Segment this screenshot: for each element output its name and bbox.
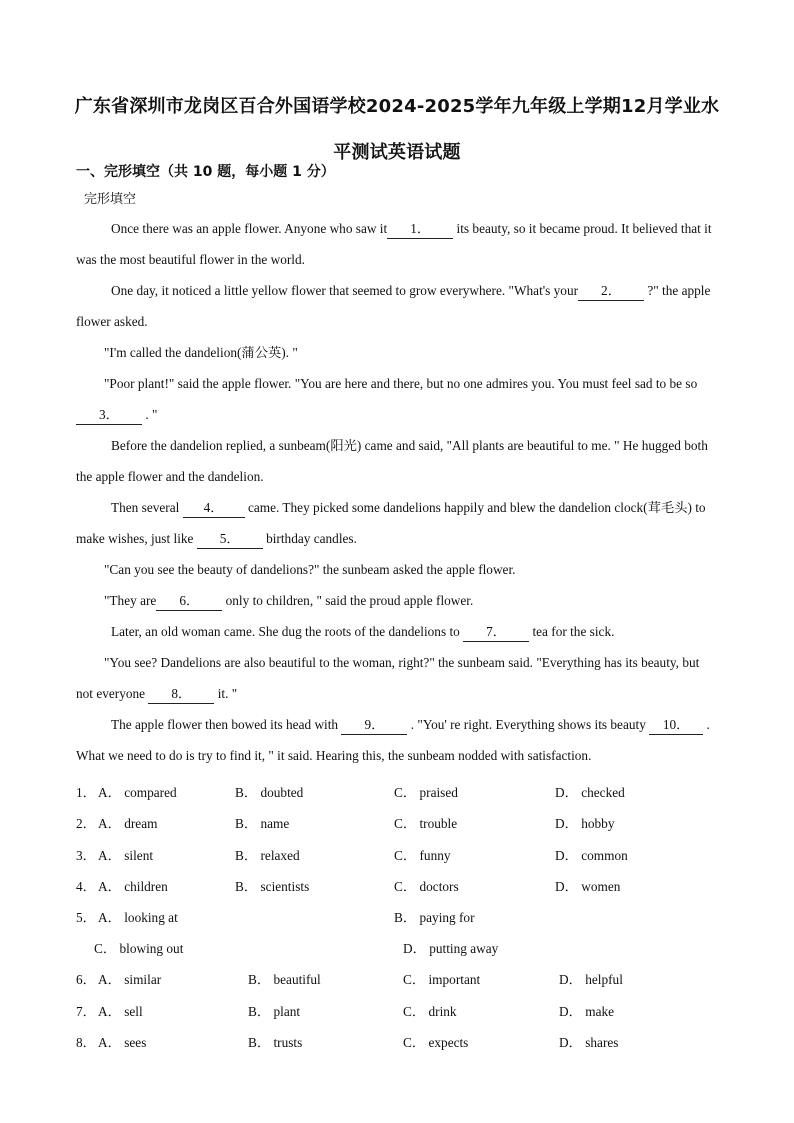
option-c[interactable]: C． praised [394,785,458,800]
text: ?" the apple flower asked. [76,283,711,329]
option-d[interactable]: D． hobby [555,816,615,831]
subheading: 完形填空 [84,192,137,207]
question-number: 4． [76,879,96,894]
question-number: 7． [76,1004,96,1019]
option-b[interactable]: B． name [235,816,290,831]
blank-4: 4． [183,499,245,518]
paragraph-10 [76,647,718,709]
option-d[interactable]: D． women [555,879,621,894]
paragraph-3: "I'm called the dandelion(蒲公英). " [104,345,298,360]
paragraph-8 [76,585,718,616]
option-a[interactable]: A． silent [98,848,154,863]
section-heading: 一、完形填空（共 10 题，每小题 1 分） [76,164,335,180]
option-d[interactable]: D． helpful [559,972,623,987]
question-number: 6． [76,972,96,987]
text: . "You' re right. Everything shows its beauty [407,717,650,732]
option-c[interactable]: C． important [403,972,481,987]
option-b[interactable]: B． plant [248,1004,301,1019]
option-a[interactable]: A． sees [98,1035,147,1050]
option-a[interactable]: A． children [98,879,168,894]
text: "They are [104,593,157,608]
text: its beauty, so it became proud. It believed that it was the most beautiful flower in the world. [76,221,712,267]
text: The apple flower then bowed its head with [111,717,342,732]
blank-6: 6． [156,592,222,611]
paragraph-1 [76,213,718,275]
text: "Poor plant!" said the apple flower. "You are here and there, but no one admires you. You must feel sad to be so [104,376,698,391]
paragraph-6 [76,492,718,554]
text: came. They picked some dandelions happily and blew the dandelion clock(茸毛头) to make wishes, just like [76,500,706,546]
option-a[interactable]: A． sell [98,1004,143,1019]
option-c[interactable]: C． expects [403,1035,469,1050]
question-number: 3． [76,848,96,863]
option-c[interactable]: C． doctors [394,879,459,894]
cloze-passage [76,213,718,771]
blank-1: 1． [387,220,453,239]
text: only to children, " said the proud apple flower. [222,593,474,608]
option-c[interactable]: C． blowing out [94,941,184,956]
paragraph-4 [76,368,718,430]
option-c[interactable]: C． trouble [394,816,458,831]
blank-10: 10． [649,716,703,735]
paragraph-5: Before the dandelion replied, a sunbeam(阳光) came and said, "All plants are beautiful to me. " He hugged both the apple flower and the dandelion. [76,438,708,484]
paragraph-7: "Can you see the beauty of dandelions?" the sunbeam asked the apple flower. [104,562,516,577]
text: birthday candles. [262,531,357,546]
option-b[interactable]: B． relaxed [235,848,300,863]
text: . What we need to do is try to find it, " it said. Hearing this, the sunbeam nodded with satisfaction. [76,717,710,763]
blank-5: 5． [197,530,263,549]
text: "You see? Dandelions are also beautiful to the woman, right?" the sunbeam said. "Everything has its beauty, but not everyone [76,655,700,701]
title-line-2: 平测试英语试题 [333,142,461,163]
option-b[interactable]: B． trusts [248,1035,303,1050]
text: Then several [111,500,183,515]
paragraph-9 [76,616,718,647]
text: it. " [214,686,238,701]
blank-3: 3． [76,406,142,425]
option-d[interactable]: D． checked [555,785,625,800]
question-number: 5． [76,910,96,925]
option-b[interactable]: B． doubted [235,785,304,800]
option-b[interactable]: B． scientists [235,879,310,894]
paragraph-11 [76,709,718,771]
option-c[interactable]: C． funny [394,848,451,863]
blank-8: 8． [148,685,214,704]
option-d[interactable]: D． common [555,848,628,863]
option-a[interactable]: A． compared [98,785,177,800]
option-a[interactable]: A． looking at [98,910,178,925]
question-number: 8． [76,1035,96,1050]
blank-9: 9． [341,716,407,735]
option-c[interactable]: C． drink [403,1004,457,1019]
option-d[interactable]: D． shares [559,1035,619,1050]
text: One day, it noticed a little yellow flower that seemed to grow everywhere. "What's your [111,283,579,298]
question-number: 2． [76,816,96,831]
title-line-1: 广东省深圳市龙岗区百合外国语学校2024-2025学年九年级上学期12月学业水 [74,96,720,117]
text: . " [142,407,158,422]
option-b[interactable]: B． paying for [394,910,475,925]
text: Later, an old woman came. She dug the roots of the dandelions to [111,624,464,639]
blank-2: 2． [578,282,644,301]
option-d[interactable]: D． putting away [403,941,499,956]
question-number: 1． [76,785,96,800]
paragraph-2 [76,275,718,337]
option-b[interactable]: B． beautiful [248,972,321,987]
text: tea for the sick. [529,624,615,639]
option-a[interactable]: A． dream [98,816,158,831]
blank-7: 7． [463,623,529,642]
option-a[interactable]: A． similar [98,972,162,987]
option-d[interactable]: D． make [559,1004,615,1019]
text: Once there was an apple flower. Anyone who saw it [111,221,388,236]
